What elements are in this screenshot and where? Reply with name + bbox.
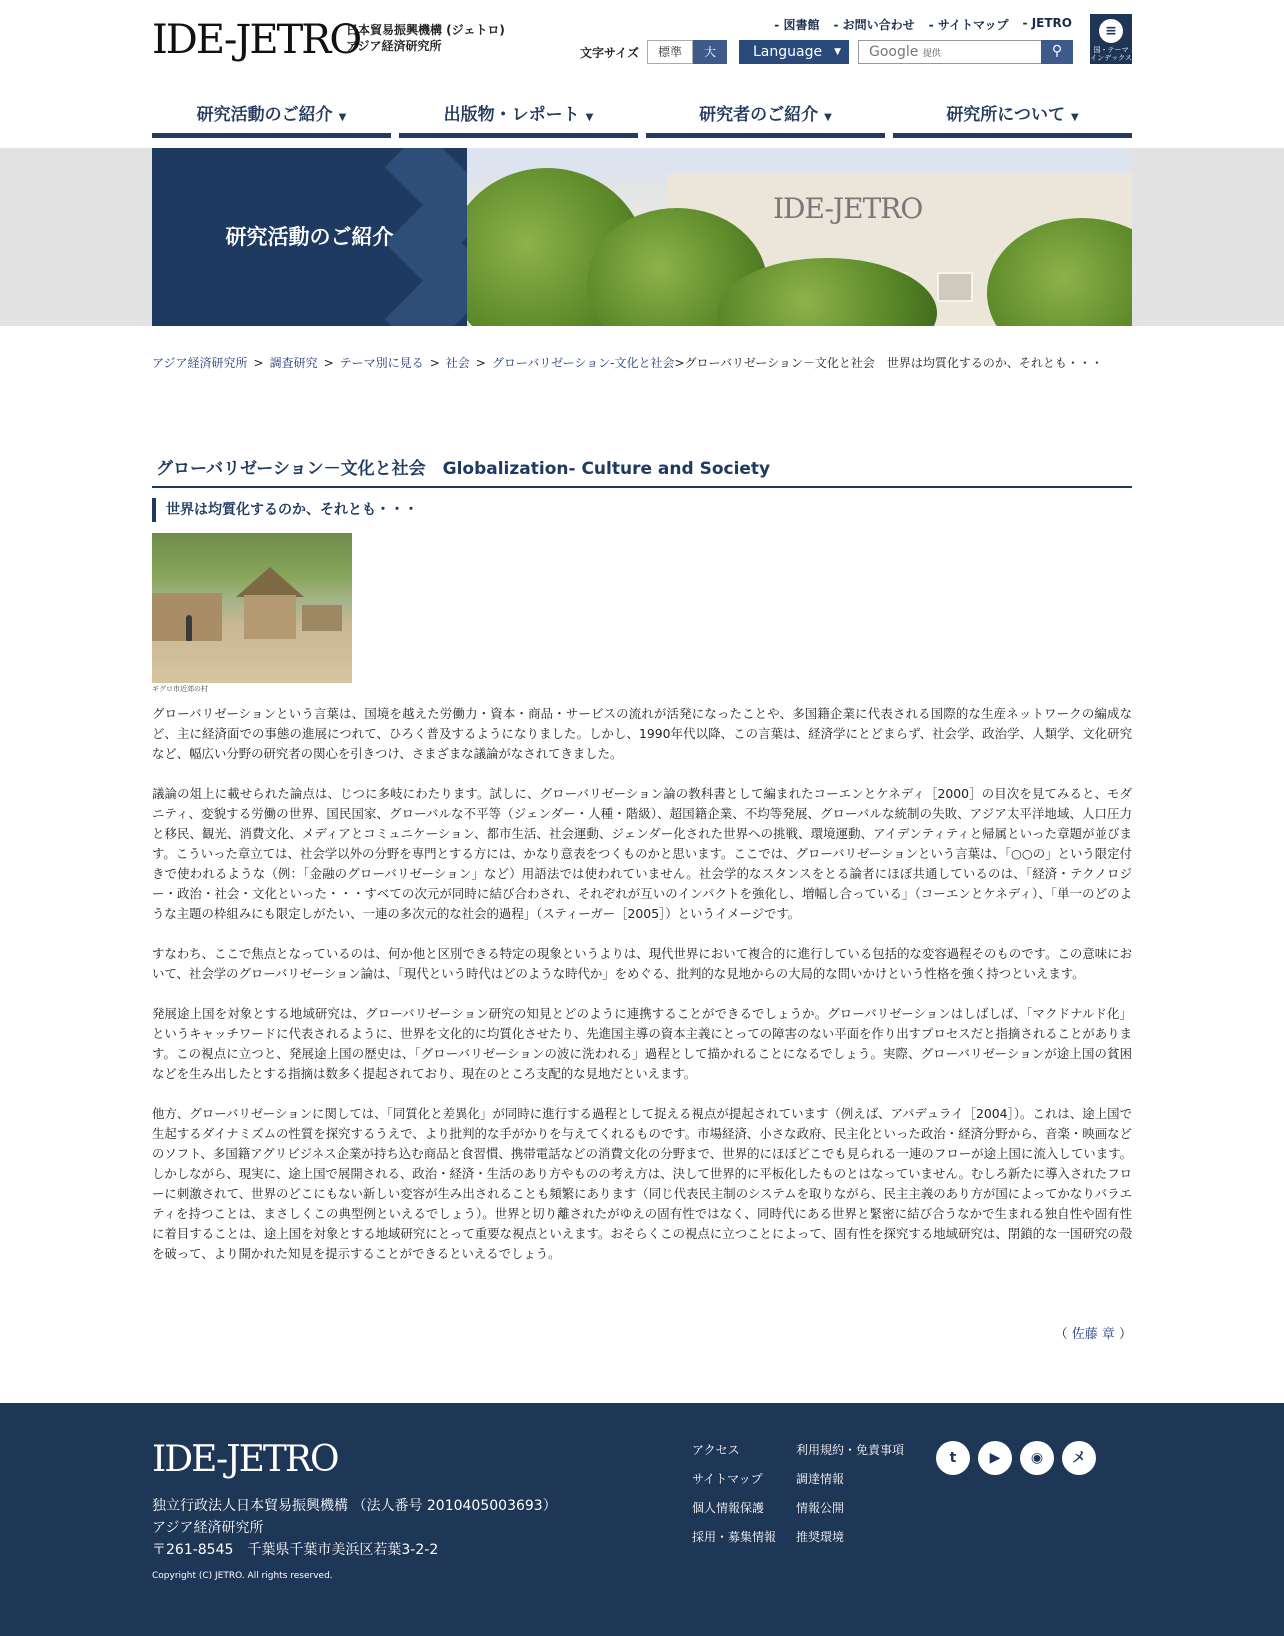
copyright: Copyright (C) JETRO. All rights reserved. <box>152 1571 333 1581</box>
hut <box>244 595 296 639</box>
index-menu-label: 国・テーマ インデックス <box>1090 46 1132 62</box>
font-size-normal-button[interactable]: 標準 <box>647 40 693 64</box>
youtube-icon[interactable]: ▶ <box>978 1441 1012 1475</box>
font-size-label: 文字サイズ <box>580 45 640 60</box>
org-name-line1: 日本貿易振興機構 (ジェトロ) <box>346 23 505 37</box>
top-links <box>774 16 1072 33</box>
footer-link-procurement[interactable]: 調達情報 <box>796 1472 845 1486</box>
author-credit <box>1055 1323 1132 1342</box>
breadcrumb-separator: > <box>475 356 486 370</box>
mailmagazine-icon[interactable]: メ <box>1062 1441 1096 1475</box>
footer-links <box>692 1443 916 1545</box>
font-size-large-button[interactable]: 大 <box>693 40 727 64</box>
top-link-jetro[interactable]: - JETRO <box>1023 16 1072 33</box>
nav-publications[interactable] <box>399 98 638 138</box>
caret-down-icon: ▼ <box>585 112 594 123</box>
rss-icon[interactable]: ◉ <box>1020 1441 1054 1475</box>
article-body <box>152 704 1132 1284</box>
nav-label: 出版物・レポート <box>443 105 580 125</box>
breadcrumb-separator: > <box>253 356 264 370</box>
caret-down-icon: ▼ <box>1070 112 1079 123</box>
top-link-library[interactable]: - 図書館 <box>774 16 819 33</box>
breadcrumb-separator: > <box>429 356 440 370</box>
article-paragraph: 発展途上国を対象とする地域研究は、グローバリゼーション研究の知見とどのように連携することができるでしょうか。グローバリゼーションはしばしば、「マクドナルド化」というキャッチワードに代表されるように、世界を文化的に均質化させたり、先進国主導の資本主義にとっての障害のない平面を作り出すプロセスだと指摘されることがあります。この視点に立つと、発展途上国の歴史は、「グローバリゼーションの波に洗われる」過程として描かれることになるでしょう。実際、グローバリゼーションが途上国の貧困などを生み出したとする指摘は数多く提起されており、現在のところ支配的な見地だといえます。 <box>152 1006 1132 1081</box>
footer-address-line: 独立行政法人日本貿易振興機構 （法人番号 2010405003693） <box>152 1498 557 1514</box>
person <box>186 615 192 641</box>
village-photo <box>152 533 352 683</box>
site-footer <box>0 1403 1284 1636</box>
breadcrumb-link[interactable]: テーマ別に見る <box>339 356 424 370</box>
hut <box>302 605 342 631</box>
article-paragraph: すなわち、ここで焦点となっているのは、何か他と区別できる特定の現象というよりは、現代世界において複合的に進行している包括的な変容過程そのものです。この意味において、社会学のグローバリゼーション論は、「現代という時代はどのような時代か」をめぐる、批判的な見地からの大局的な問いかけという性格を強く持つといえます。 <box>152 946 1132 981</box>
breadcrumb-link[interactable]: アジア経済研究所 <box>152 356 248 370</box>
article-subtitle: 世界は均質化するのか、それとも・・・ <box>152 498 1132 522</box>
main-nav <box>152 98 1132 138</box>
caret-down-icon: ▼ <box>338 112 347 123</box>
building-sign: IDE-JETRO <box>773 192 923 225</box>
author-paren-open: （ <box>1054 1327 1072 1342</box>
index-menu-button[interactable] <box>1090 14 1132 64</box>
author-paren-close: ） <box>1114 1327 1132 1342</box>
nav-researchers[interactable] <box>646 98 885 138</box>
hero-title-panel <box>152 148 467 326</box>
nav-research-activities[interactable] <box>152 98 391 138</box>
hamburger-icon: ≡ <box>1099 19 1123 43</box>
nav-label: 研究者のご紹介 <box>699 105 819 125</box>
breadcrumb-separator: > <box>323 356 334 370</box>
breadcrumb-link[interactable]: 調査研究 <box>269 356 318 370</box>
org-name <box>346 22 505 54</box>
search-brand: Google <box>869 44 919 60</box>
social-links <box>936 1441 1096 1475</box>
article-paragraph: グローバリゼーションという言葉は、国境を越えた労働力・資本・商品・サービスの流れが活発になったことや、多国籍企業に代表される国際的な生産ネットワークの編成など、主に経済面での事態の進展につれて、ひろく普及するようになりました。しかし、1990年代以降、この言葉は、経済学にとどまらず、社会学、政治学、人類学、文化研究など、幅広い分野の研究者の関心を引きつけ、さまざまな議論がなされてきました。 <box>152 706 1132 761</box>
search-icon: ⚲ <box>1051 43 1063 59</box>
font-size-control <box>580 40 727 64</box>
site-logo[interactable]: IDE-JETRO <box>152 17 361 63</box>
breadcrumb-link[interactable]: 社会 <box>445 356 470 370</box>
nav-label: 研究所について <box>946 105 1065 125</box>
author-link[interactable]: 佐藤 章 <box>1071 1327 1115 1342</box>
hut-roof <box>236 567 304 597</box>
photo-caption: ギグロ市近郊の村 <box>152 685 208 693</box>
nav-label: 研究活動のご紹介 <box>196 105 333 125</box>
footer-link-environment[interactable]: 推奨環境 <box>796 1530 845 1544</box>
breadcrumb <box>152 354 1152 371</box>
footer-link-access[interactable]: アクセス <box>692 1443 740 1457</box>
page-title: グローバリゼーション－文化と社会 Globalization- Culture and Society <box>152 458 1132 488</box>
footer-link-recruit[interactable]: 採用・募集情報 <box>692 1530 777 1544</box>
footer-link-disclosure[interactable]: 情報公開 <box>796 1501 845 1515</box>
hero-image <box>467 148 1132 326</box>
article-paragraph: 他方、グローバリゼーションに関しては、「同質化と差異化」が同時に進行する過程として捉える視点が提起されています（例えば、アパデュライ［2004］）。これは、途上国で生起するダイナミズムの性質を探究するうえで、より批判的な手がかりを与えてくれるものです。市場経済、小さな政府、民主化といった政治・経済分野から、音楽・映画などのソフト、多国籍アグリビジネス企業が持ち込む商品と食習慣、携帯電話などの消費文化の分野まで、世界的にほぼどこでも見られる一連のフローが途上国に流入しています。しかしながら、現実に、途上国で展開される、政治・経済・生活のあり方やものの考え方は、決して世界的に平板化したものとはなっていません。むしろ新たに導入されたフローに刺激されて、世界のどこにもない新しい変容が生み出されることも頻繁にあります（同じ代表民主制のシステムを取りながら、民主主義のあり方が国によってかなりバラエティを持つことは、まさしくこの典型例といえるでしょう）。世界と切り離されたがゆえの固有性ではなく、同時代にある世界と緊密に結び合うなかで生まれる独自性や固有性に着目することは、途上国を対象とする地域研究にとって重要な視点といえます。おそらくこの視点に立つことによって、固有性を探究する地域研究は、閉鎖的な一国研究の殻を破って、より開かれた知見を提示することができるといえるでしょう。 <box>152 1106 1132 1261</box>
footer-address-line: 〒261-8545 千葉県千葉市美浜区若葉3-2-2 <box>152 1542 439 1558</box>
footer-address-line: アジア経済研究所 <box>152 1520 264 1536</box>
breadcrumb-link[interactable]: グローバリゼーション-文化と社会 <box>491 356 675 370</box>
caret-down-icon: ▼ <box>824 112 832 123</box>
search-button[interactable] <box>1041 40 1073 64</box>
footer-address <box>152 1495 557 1561</box>
site-header <box>152 14 1132 74</box>
footer-logo[interactable]: IDE-JETRO <box>152 1439 338 1480</box>
language-dropdown[interactable]: Language ▼ <box>739 40 849 64</box>
org-name-line2: アジア経済研究所 <box>346 39 442 53</box>
hero-title: 研究活動のご紹介 <box>225 225 394 249</box>
search-input[interactable] <box>858 40 1042 64</box>
footer-link-terms[interactable]: 利用規約・免責事項 <box>796 1443 905 1457</box>
building-window <box>937 272 973 302</box>
top-link-sitemap[interactable]: - サイトマップ <box>929 16 1009 33</box>
search-suffix: 提供 <box>922 49 941 59</box>
nav-about[interactable] <box>893 98 1132 138</box>
twitter-icon[interactable]: t <box>936 1441 970 1475</box>
footer-link-privacy[interactable]: 個人情報保護 <box>692 1501 765 1515</box>
article-paragraph: 議論の俎上に載せられた論点は、じつに多岐にわたります。試しに、グローバリゼーション論の教科書として編まれたコーエンとケネディ［2000］の目次を見てみると、モダニティ、変貌する労働の世界、国民国家、グローバルな不平等（ジェンダー・人種・階級）、超国籍企業、不均等発展、グローバルな統制の失敗、アジア太平洋地域、人口圧力と移民、観光、消費文化、メディアとコミュニケーション、都市生活、社会運動、ジェンダー化された世界への挑戦、環境運動、アイデンティティと帰属といった章題が並びます。こういった章立ては、社会学以外の分野を専門とする方には、かなり意表をつくものかと思います。ここでは、グローバリゼーションという言葉は、「○○の」という限定付きで使われるような（例：「金融のグローバリゼーション」など）用語法では使われていません。社会学的なスタンスをとる論者にほぼ共通しているのは、「経済・テクノロジー・政治・社会・文化といった・・・すべての次元が同時に結び合わされ、それぞれが互いのインパクトを強化し、増幅し合っている」（コーエンとケネディ）、「単一のどのような主題の枠組みにも限定しがたい、一連の多次元的な社会的過程」（スティーガー［2005］）というイメージです。 <box>152 786 1132 921</box>
footer-link-sitemap[interactable]: サイトマップ <box>692 1472 763 1486</box>
breadcrumb-current: >グローバリゼーション－文化と社会 世界は均質化するのか、それとも・・・ <box>674 356 1103 370</box>
top-link-contact[interactable]: - お問い合わせ <box>833 16 914 33</box>
